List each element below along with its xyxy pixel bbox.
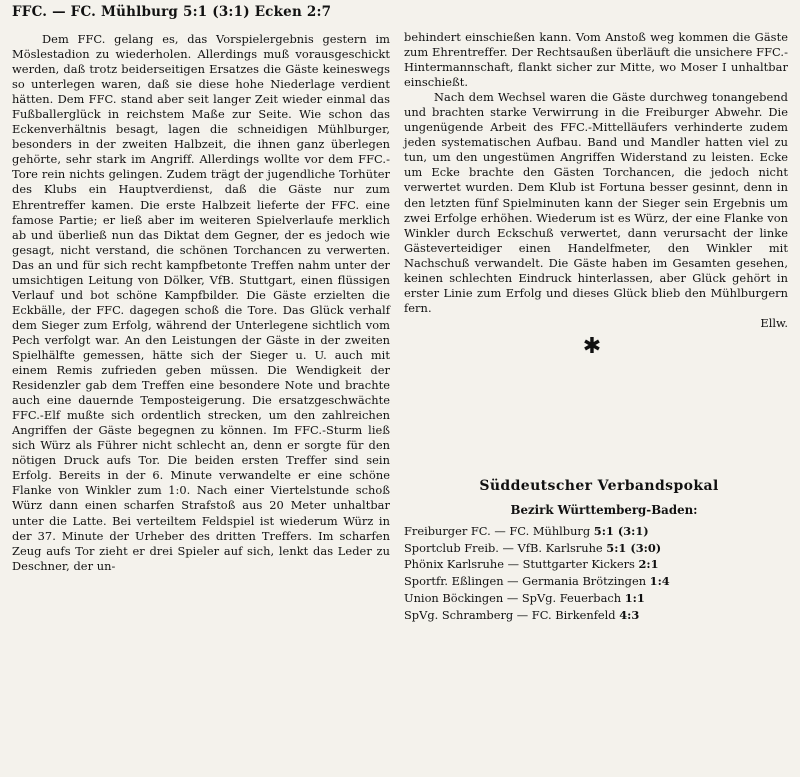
match-score: 5:1 (3:0) — [606, 540, 662, 555]
section-title: Süddeutscher Verbandspokal — [479, 478, 719, 494]
result-row — [404, 590, 788, 607]
match-teams: Freiburger FC. — FC. Mühlburg — [404, 524, 591, 538]
match-score: 2:1 — [638, 557, 659, 572]
author-signature: Ellw. — [760, 315, 788, 330]
match-score: 4:3 — [619, 607, 640, 622]
article-headline: FFC. — FC. Mühlburg 5:1 (3:1) Ecken 2:7 — [12, 4, 332, 20]
right-column-text — [404, 30, 788, 316]
result-row — [404, 607, 788, 624]
article-paragraph: Dem FFC. gelang es, das Vorspielergebnis gestern im Möslestadion zu wiederholen. Allerdings muß vorausgeschickt werden, daß trotz beiderseitigen Ersatzes die Gäste keineswegs so unterlegen waren, daß sie diese hohe Niederlage verdient hätten. Dem FFC. stand aber seit langer Zeit wieder einmal das Fußballerglück in reichstem Maße zur Seite. Wie schon das Eckenverhältnis besagt, lagen die schneidigen Mühlburger, besonders in der zweiten Halbzeit, die ihnen ganz überlegen gehörte, sehr stark im Angriff. Allerdings wollte vor dem FFC.-Tore rein nichts gelingen. Zudem trägt der jugendliche Torhüter des Klubs ein Hauptverdienst, daß die Gäste nur zum Ehrentreffer kamen. Die erste Halbzeit lieferte der FFC. eine famose Partie; er ließ aber im weiteren Spielverlaufe merklich ab und überließ nun das Diktat dem Gegner, der es jedoch wie gesagt, nicht verstand, die schönen Torchancen zu verwerten. Das an und für sich recht kampfbetonte Treffen nahm unter der umsichtigen Leitung von Dölker, VfB. Stuttgart, einen flüssigen Verlauf und bot schöne Kampfbilder. Die Gäste erzielten die Eckbälle, der FFC. dagegen schoß die Tore. Das Glück verhalf dem Sieger zum Erfolg, während der Unterlegene sichtlich vom Pech verfolgt war. An den Leistungen der Gäste in der zweiten Spielhälfte gemessen, hätte sich der Sieger u. U. auch mit einem Remis zufrieden geben müssen. Die Wendigkeit der Residenzler gab dem Treffen eine besondere Note und brachte auch eine dauernde Temposteigerung. Die ersatzgeschwächte FFC.-Elf mußte sich ordentlich strecken, um den zahlreichen Angriffen der Gäste begegnen zu können. Im FFC.-Sturm ließ sich Würz als Führer nicht schlecht an, denn er sorgte für den nötigen Druck aufs Tor. Die beiden ersten Treffer sind sein Erfolg. Bereits in der 6. Minute verwandelte er eine schöne Flanke von Winkler zum 1:0. Nach einer Viertelstunde schoß Würz dann einen scharfen Strafstoß aus 20 Meter unhaltbar unter die Latte. Bei verteiltem Feldspiel ist wiederum Würz in der 37. Minute der Urheber des dritten Treffers. Im scharfen Zeug aufs Tor zieht er drei Spieler auf sich, lenkt das Leder zu Deschner, der un- — [12, 32, 390, 573]
match-teams: Union Böckingen — SpVg. Feuerbach — [404, 590, 622, 605]
right-column — [404, 30, 788, 358]
left-column-text — [12, 32, 390, 574]
results-list — [404, 523, 788, 623]
match-score: 1:1 — [624, 590, 645, 605]
match-teams: Sportfr. Eßlingen — Germania Brötzingen — [404, 574, 647, 589]
result-row — [404, 540, 788, 557]
result-row — [404, 573, 788, 590]
article-paragraph: behindert einschießen kann. Vom Anstoß weg kommen die Gäste zum Ehrentreffer. Der Rechtsaußen überläuft die unsichere FFC.-Hintermannschaft, flankt sicher zur Mitte, wo Moser I unhaltbar einschießt. — [404, 30, 788, 90]
match-teams: Phönix Karlsruhe — Stuttgarter Kickers — [404, 557, 635, 572]
article-paragraph: Nach dem Wechsel waren die Gäste durchweg tonangebend und brachten starke Verwirrung in die Freiburger Abwehr. Die ungenügende Arbeit des FFC.-Mittelläufers verhinderte zudem jeden systematischen Aufbau. Band und Mandler hatten viel zu tun, um den ungestümen Angriffen Widerstand zu leisten. Ecke um Ecke brachte den Gästen Torchancen, die jedoch nicht verwertet wurden. Dem Klub ist Fortuna besser gesinnt, denn in den letzten fünf Spielminuten kann der Sieger sein Ergebnis um zwei Erfolge erhöhen. Wiederum ist es Würz, der eine Flanke von Winkler durch Eckschuß verwertet, dann verursacht der linke Gästeverteidiger einen Handelfmeter, den Winkler mit Nachschuß verwandelt. Die Gäste haben im Gesamten gesehen, keinen schlechten Eindruck hinterlassen, aber Glück gehört in erster Linie zum Erfolg und dieses Glück blieb den Mühlburgern fern. — [404, 90, 788, 315]
match-score: 5:1 (3:1) — [593, 524, 649, 538]
match-teams: Sportclub Freib. — VfB. Karlsruhe — [404, 540, 603, 555]
result-row — [404, 556, 788, 573]
result-row — [404, 523, 788, 540]
separator-star-icon: ✱ — [582, 333, 602, 359]
section-subtitle: Bezirk Württemberg-Baden: — [510, 503, 698, 517]
cup-results-section — [404, 478, 788, 623]
match-teams: SpVg. Schramberg — FC. Birkenfeld — [404, 607, 616, 622]
match-score: 1:4 — [649, 574, 670, 589]
